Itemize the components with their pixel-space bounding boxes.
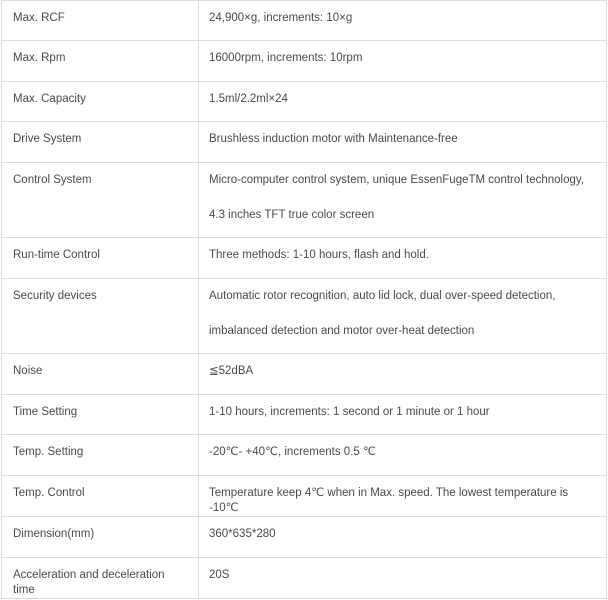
spec-label: Time Setting xyxy=(2,395,199,435)
spec-value: 360*635*280 xyxy=(199,517,607,558)
spec-value-line: Automatic rotor recognition, auto lid lock, dual over-speed detection, xyxy=(209,290,556,302)
table-row xyxy=(2,163,607,238)
table-row xyxy=(2,395,607,435)
spec-value: Temperature keep 4℃ when in Max. speed. The lowest temperature is -10℃ xyxy=(199,476,607,517)
table-row xyxy=(2,41,607,82)
table-row xyxy=(2,354,607,395)
spec-label: Drive System xyxy=(2,122,199,163)
table-row xyxy=(2,435,607,476)
spec-label: Max. Capacity xyxy=(2,82,199,122)
table-row xyxy=(2,122,607,163)
spec-label: Dimension(mm) xyxy=(2,517,199,558)
table-row xyxy=(2,238,607,279)
spec-label: Max. RCF xyxy=(2,1,199,41)
spec-value: 20S xyxy=(199,558,607,599)
spec-value-line: imbalanced detection and motor over-heat detection xyxy=(209,325,475,337)
spec-table xyxy=(1,0,607,599)
spec-value xyxy=(199,163,607,238)
spec-label: Acceleration and deceleration time xyxy=(2,558,199,599)
spec-value: Brushless induction motor with Maintenance-free xyxy=(199,122,607,163)
spec-value-line: Micro-computer control system, unique EssenFugeTM control technology, xyxy=(209,174,584,186)
spec-value: -20℃- +40℃, increments 0.5 ℃ xyxy=(199,435,607,476)
table-row xyxy=(2,279,607,354)
spec-label: Run-time Control xyxy=(2,238,199,279)
spec-label: Control System xyxy=(2,163,199,238)
spec-label: Noise xyxy=(2,354,199,395)
table-row xyxy=(2,517,607,558)
table-row xyxy=(2,476,607,517)
spec-value: 24,900×g, increments: 10×g xyxy=(199,1,607,41)
spec-value xyxy=(199,279,607,354)
spec-value: 16000rpm, increments: 10rpm xyxy=(199,41,607,82)
spec-label: Temp. Control xyxy=(2,476,199,517)
spec-value-line: 4.3 inches TFT true color screen xyxy=(209,209,375,221)
spec-value: 1.5ml/2.2ml×24 xyxy=(199,82,607,122)
spec-value: ≦52dBA xyxy=(199,354,607,395)
spec-label: Temp. Setting xyxy=(2,435,199,476)
spec-value: 1-10 hours, increments: 1 second or 1 minute or 1 hour xyxy=(199,395,607,435)
table-row xyxy=(2,1,607,41)
spec-label: Security devices xyxy=(2,279,199,354)
spec-value: Three methods: 1-10 hours, flash and hold. xyxy=(199,238,607,279)
table-row xyxy=(2,82,607,122)
table-row xyxy=(2,558,607,599)
spec-label: Max. Rpm xyxy=(2,41,199,82)
